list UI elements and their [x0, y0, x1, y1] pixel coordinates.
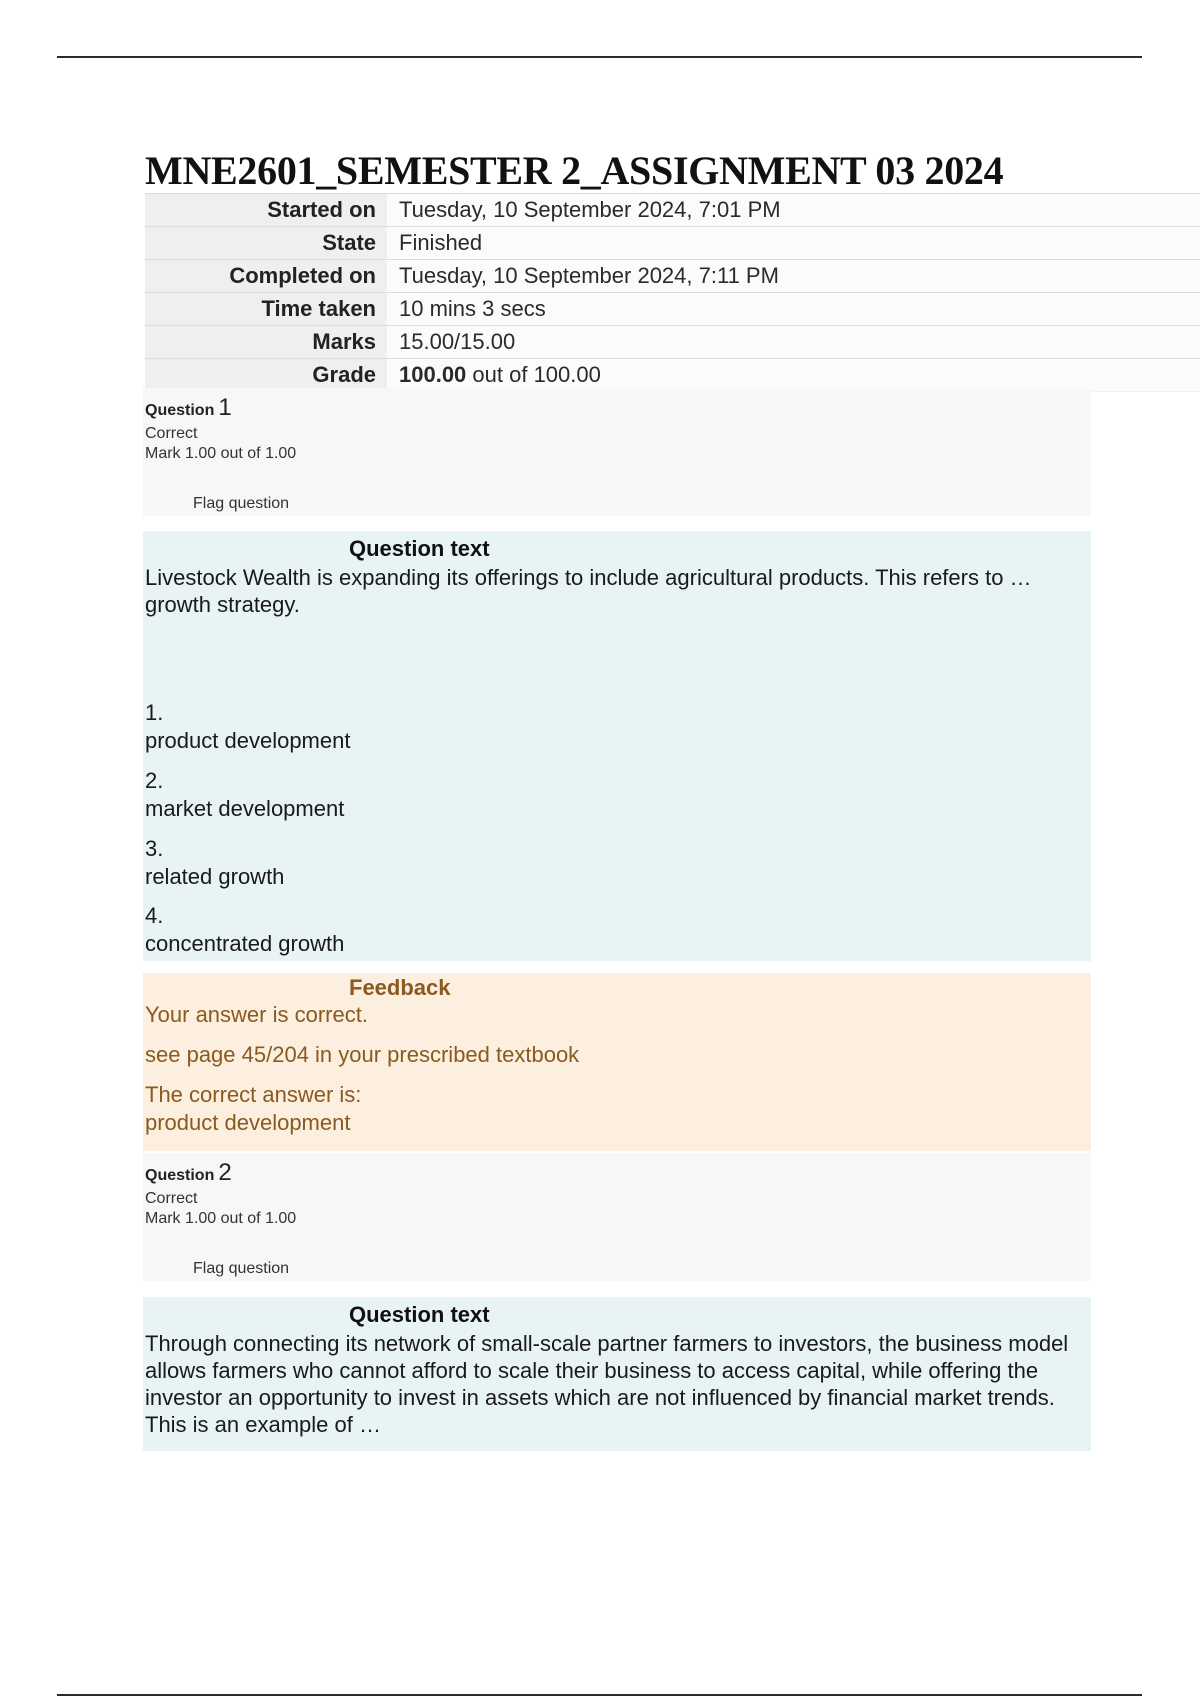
summary-value: 15.00/15.00 [387, 326, 1200, 358]
question-1-info [143, 388, 1091, 516]
answer-text: market development [145, 796, 345, 821]
correct-answer-label: The correct answer is: [145, 1082, 362, 1107]
question-text: Through connecting its network of small-scale partner farmers to investors, the business model allows farmers who cannot afford to scale their business to access capital, while offering the investor an opportunity to invest in assets which are not influenced by financial market trends. This is an example of … [145, 1331, 1069, 1437]
question-text-heading: Question text [349, 536, 490, 561]
feedback-reference: see page 45/204 in your prescribed textbook [145, 1042, 580, 1067]
question-state: Correct [145, 1190, 198, 1207]
correct-answer-value: product development [145, 1110, 351, 1135]
question-number [145, 1159, 232, 1187]
summary-row-marks [145, 325, 1200, 358]
question-text: Livestock Wealth is expanding its offerings to include agricultural products. This refers to … growth strategy. [145, 565, 1032, 617]
summary-value [387, 359, 1200, 391]
feedback-heading: Feedback [349, 975, 451, 1000]
question-prefix: Question [145, 402, 215, 419]
summary-label: Marks [145, 326, 387, 358]
answer-text: concentrated growth [145, 931, 345, 956]
question-grade: Mark 1.00 out of 1.00 [145, 1210, 297, 1227]
answer-option[interactable] [145, 767, 344, 823]
page-title: MNE2601_SEMESTER 2_ASSIGNMENT 03 2024 [145, 148, 1004, 193]
summary-row-started [145, 193, 1200, 226]
answer-option[interactable] [145, 902, 344, 958]
attempt-summary-table [145, 193, 1200, 392]
summary-row-time-taken [145, 292, 1200, 325]
summary-row-completed [145, 259, 1200, 292]
grade-out-of: out of 100.00 [466, 362, 601, 387]
question-grade: Mark 1.00 out of 1.00 [145, 445, 297, 462]
question-1-feedback [143, 973, 1091, 1151]
question-number [145, 394, 232, 422]
summary-label: State [145, 227, 387, 259]
grade-score: 100.00 [399, 362, 467, 387]
bottom-rule [57, 1694, 1142, 1696]
answer-number: 3. [145, 836, 164, 861]
feedback-status: Your answer is correct. [145, 1002, 368, 1027]
answer-number: 4. [145, 903, 164, 928]
question-text-heading: Question text [349, 1302, 490, 1327]
question-2-content [143, 1297, 1091, 1451]
question-state: Correct [145, 425, 198, 442]
top-rule [57, 56, 1142, 58]
question-number-value: 1 [218, 394, 232, 421]
summary-value: Finished [387, 227, 1200, 259]
summary-label: Grade [145, 359, 387, 391]
answer-number: 1. [145, 700, 164, 725]
summary-value: Tuesday, 10 September 2024, 7:11 PM [387, 260, 1200, 292]
summary-label: Time taken [145, 293, 387, 325]
summary-label: Completed on [145, 260, 387, 292]
question-2-info [143, 1153, 1091, 1281]
summary-value: Tuesday, 10 September 2024, 7:01 PM [387, 194, 1200, 226]
summary-row-state [145, 226, 1200, 259]
summary-label: Started on [145, 194, 387, 226]
question-number-value: 2 [218, 1159, 232, 1186]
answer-option[interactable] [145, 835, 284, 891]
question-prefix: Question [145, 1167, 215, 1184]
flag-question-link[interactable]: Flag question [193, 1260, 290, 1277]
answer-text: related growth [145, 864, 285, 889]
answer-text: product development [145, 728, 351, 753]
answer-option[interactable] [145, 699, 350, 755]
summary-row-grade [145, 358, 1200, 392]
question-1-content [143, 531, 1091, 961]
flag-question-link[interactable]: Flag question [193, 495, 290, 512]
answer-number: 2. [145, 768, 164, 793]
summary-value: 10 mins 3 secs [387, 293, 1200, 325]
